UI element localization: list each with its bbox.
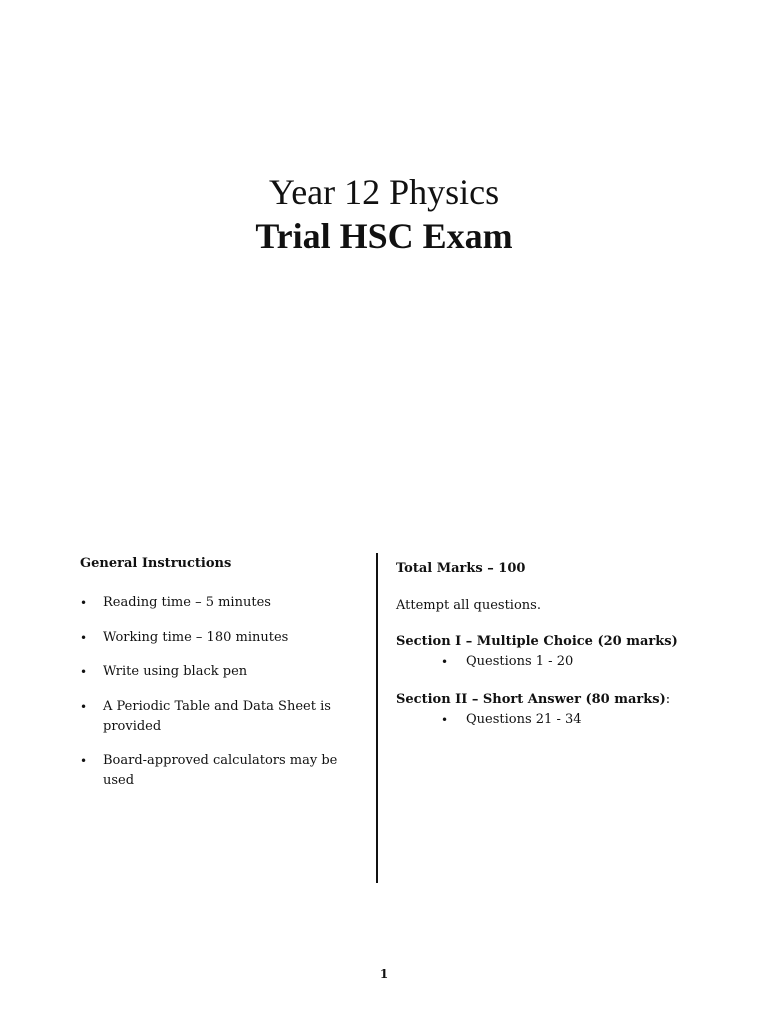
instruction-text: Reading time – 5 minutes — [103, 595, 271, 610]
instruction-text: Working time – 180 minutes — [103, 629, 289, 645]
instruction-text: Write using black pen — [103, 664, 248, 679]
marks-summary — [396, 559, 726, 730]
section-2-questions: Questions 21 - 34 — [466, 712, 582, 727]
total-marks-heading: Total Marks – 100 — [396, 561, 526, 576]
title-subject: Year 12 Physics — [268, 172, 500, 212]
bullet-icon: • — [80, 596, 88, 610]
instruction-text: A Periodic Table and Data Sheet is provided — [103, 698, 331, 734]
section-2-heading: Section II – Short Answer (80 marks) — [396, 692, 666, 707]
instruction-item — [80, 628, 365, 648]
instruction-item — [80, 697, 365, 737]
bullet-icon: • — [80, 754, 88, 768]
section-2-heading-line — [396, 690, 726, 710]
column-divider — [376, 553, 378, 883]
instruction-item — [80, 662, 365, 682]
general-instructions-heading: General Instructions — [80, 556, 232, 571]
instruction-item — [80, 593, 365, 613]
bullet-icon: • — [441, 713, 449, 727]
section-1-questions: Questions 1 - 20 — [466, 654, 574, 669]
section-2-item — [396, 710, 726, 730]
instructions-list — [80, 593, 365, 791]
section-2-colon: : — [665, 692, 671, 707]
instruction-text: Board-approved calculators may be used — [103, 753, 338, 788]
general-instructions — [80, 556, 365, 806]
section-1-heading: Section I – Multiple Choice (20 marks) — [396, 634, 678, 649]
bullet-icon: • — [80, 699, 88, 714]
bullet-icon: • — [441, 655, 449, 669]
instruction-item — [80, 751, 365, 791]
bullet-icon: • — [80, 630, 88, 645]
page-number: 1 — [379, 967, 389, 981]
section-1-item — [396, 652, 726, 672]
attempt-instruction: Attempt all questions. — [396, 598, 541, 613]
bullet-icon: • — [80, 665, 88, 679]
title-block — [0, 170, 768, 258]
title-exam: Trial HSC Exam — [255, 216, 513, 256]
